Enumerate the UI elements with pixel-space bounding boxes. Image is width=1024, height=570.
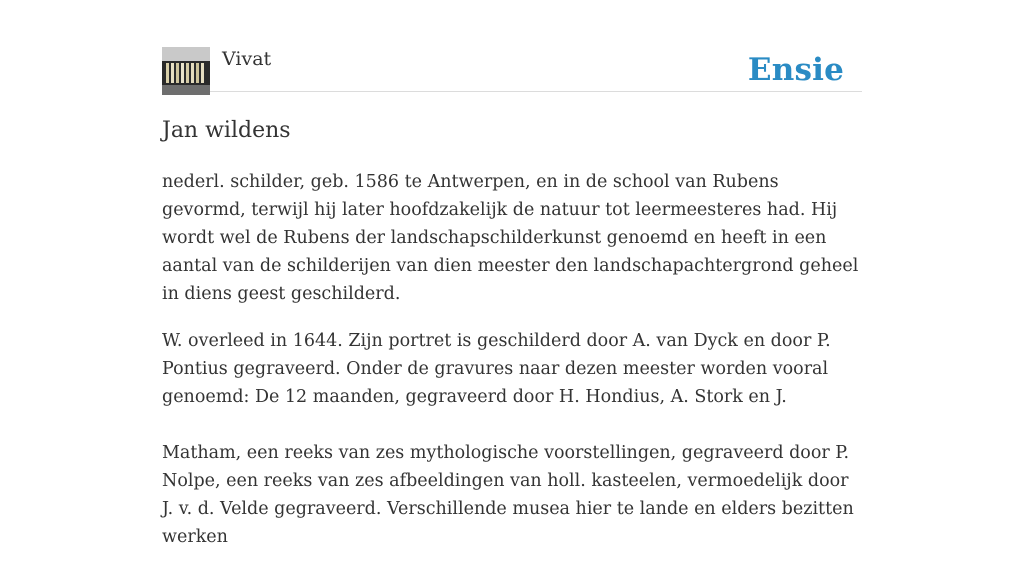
username-link[interactable]: Vivat [222,48,272,70]
ensie-logo[interactable]: Ensie [747,52,844,88]
article-title: Jan wildens [162,118,291,143]
site-header [162,0,862,92]
bookshelf-icon [162,47,210,95]
article-body [162,168,862,570]
article-paragraph: nederl. schilder, geb. 1586 te Antwerpen, en in de school van Rubens gevormd, terwijl hij later hoofdzakelijk de natuur tot leermeesteres had. Hij wordt wel de Rubens der landschapschilderkunst genoemd en heeft in een aantal van de schilderijen van dien meester den landschapachtergrond geheel in diens geest geschilderd. [162,172,859,304]
article-paragraph: Matham, een reeks van zes mythologische voorstellingen, gegraveerd door P. Nolpe, een reeks van zes afbeeldingen van holl. kasteelen, vermoedelijk door J. v. d. Velde gegraveerd. Verschillende musea hier te lande en elders bezitten werken [162,443,854,547]
page-container [162,0,862,547]
article-paragraph: W. overleed in 1644. Zijn portret is geschilderd door A. van Dyck en door P. Pontius gegraveerd. Onder de gravures naar dezen meester worden vooral genoemd: De 12 maanden, gegraveerd door H. Hondius, A. Stork en J. [162,331,831,407]
user-avatar[interactable] [162,47,210,95]
